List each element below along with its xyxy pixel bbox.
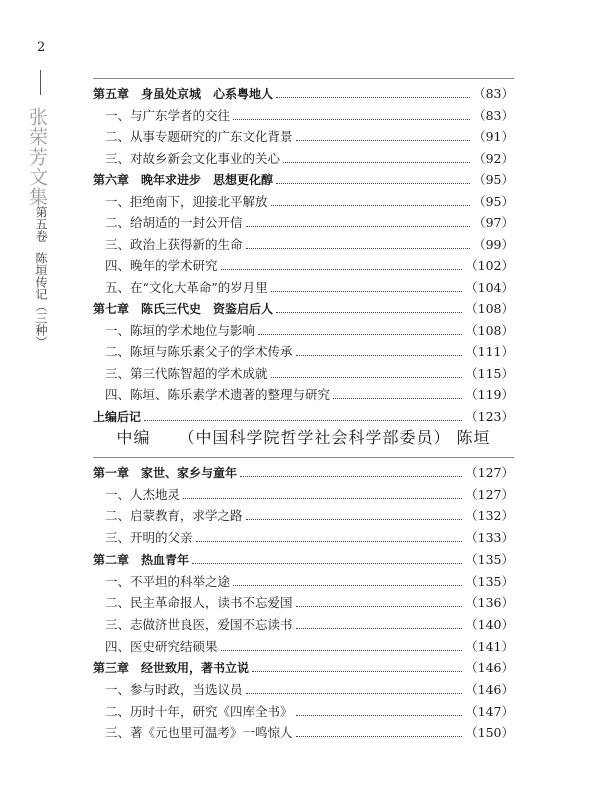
toc-leader-dots — [233, 119, 470, 120]
toc-leader-dots — [276, 97, 470, 98]
toc-entry-page: （83） — [473, 86, 514, 101]
toc-entry-page: （119） — [465, 387, 514, 402]
toc-leader-dots — [183, 498, 462, 499]
toc-leader-dots — [271, 377, 463, 378]
part-heading — [93, 425, 514, 448]
volume-label: 第五卷 — [34, 206, 48, 242]
toc-entry-section[interactable] — [93, 698, 514, 720]
toc-entry-section[interactable] — [93, 381, 514, 403]
toc-leader-dots — [296, 628, 463, 629]
toc-entry-page: （147） — [465, 703, 514, 719]
toc-entry-title: 二、历时十年，研究《四库全书》 — [105, 703, 293, 719]
toc-entry-page: （150） — [465, 725, 514, 741]
toc-entry-title: 上编后记 — [93, 409, 142, 424]
toc-entry-section[interactable] — [93, 145, 514, 167]
toc-entry-title: 一、陈垣的学术地位与影响 — [105, 322, 256, 338]
toc-leader-dots — [233, 585, 462, 586]
toc-entry-title: 五、在“文化大革命”的岁月里 — [105, 279, 268, 295]
toc-leader-dots — [246, 226, 471, 227]
toc-entry-section[interactable] — [93, 502, 514, 524]
toc-entry-chapter[interactable] — [93, 80, 514, 102]
toc-entry-title: 第六章 晚年求进步 思想更化醇 — [93, 173, 274, 187]
toc-entry-chapter[interactable] — [93, 654, 514, 676]
toc-entry-page: （111） — [465, 344, 514, 359]
toc-entry-title: 第七章 陈氏三代史 资鉴启后人 — [93, 302, 274, 316]
toc-entry-title: 一、不平坦的科举之途 — [105, 573, 231, 589]
toc-entry-section[interactable] — [93, 676, 514, 698]
toc-entry-title: 三、著《元也里可温考》一鸣惊人 — [105, 725, 293, 741]
toc-entry-title: 二、陈垣与陈乐素父子的学术传承 — [105, 344, 293, 359]
toc-entry-page: （127） — [465, 486, 514, 502]
toc-entry-title: 一、人杰地灵 — [105, 486, 181, 502]
toc-entry-section[interactable] — [93, 252, 514, 274]
toc-entry-title: 四、医史研究结硕果 — [105, 638, 218, 654]
toc-entry-title: 一、参与时政，当选议员 — [105, 682, 243, 697]
toc-entry-title: 二、民主革命报人，读书不忘爱国 — [105, 595, 293, 611]
toc-entry-section[interactable] — [93, 338, 514, 360]
toc-entry-page: （104） — [465, 279, 514, 295]
toc-entry-section[interactable] — [93, 524, 514, 546]
toc-entry-page: （115） — [465, 365, 514, 381]
toc-entry-title: 三、开明的父亲 — [105, 530, 193, 546]
toc-leader-dots — [276, 183, 470, 184]
toc-entry-page: （123） — [465, 408, 514, 424]
toc-entry-chapter[interactable] — [93, 546, 514, 568]
toc-entry-title: 三、政治上获得新的生命 — [105, 236, 243, 252]
toc-leader-dots — [296, 715, 463, 716]
top-rule — [93, 78, 514, 79]
toc-leader-dots — [283, 162, 470, 163]
toc-entry-chapter[interactable] — [93, 166, 514, 188]
toc-leader-dots — [196, 541, 463, 542]
toc-entry-page: （146） — [465, 682, 514, 697]
toc-entry-page: （135） — [465, 551, 514, 567]
toc-entry-page: （95） — [473, 193, 514, 209]
toc-entry-page: （92） — [473, 150, 514, 166]
part-title: 中编 — [116, 428, 151, 447]
toc-entry-title: 三、志做济世良医，爱国不忘读书 — [105, 616, 293, 632]
toc-entry-title: 二、给胡适的一封公开信 — [105, 215, 243, 230]
toc-entry-title: 四、陈垣、陈乐素学术遗著的整理与研究 — [105, 387, 331, 402]
toc-entry-page: （83） — [473, 107, 514, 123]
toc-entry-title: 一、与广东学者的交往 — [105, 107, 231, 123]
toc-entry-title: 一、拒绝南下，迎接北平解放 — [105, 193, 268, 209]
toc-entry-title: 第二章 热血青年 — [93, 552, 190, 567]
toc-entry-section[interactable] — [93, 274, 514, 296]
toc-leader-dots — [246, 248, 471, 249]
toc-leader-dots — [271, 205, 471, 206]
toc-entry-section[interactable] — [93, 568, 514, 590]
toc-leader-dots — [221, 269, 463, 270]
toc-entry-postscript[interactable] — [93, 403, 514, 425]
toc-leader-dots — [144, 420, 462, 421]
toc-leader-dots — [333, 398, 462, 399]
toc-entry-page: （108） — [465, 301, 514, 316]
toc-entry-section[interactable] — [93, 360, 514, 382]
toc-entry-page: （140） — [465, 616, 514, 632]
toc-entry-section[interactable] — [93, 589, 514, 611]
toc-entry-section[interactable] — [93, 611, 514, 633]
toc-leader-dots — [296, 736, 463, 737]
toc-entry-page: （102） — [465, 258, 514, 273]
toc-entry-page: （133） — [465, 530, 514, 546]
toc-entry-section[interactable] — [93, 633, 514, 655]
toc-leader-dots — [246, 519, 463, 520]
toc-leader-dots — [246, 693, 463, 694]
toc-entry-title: 三、对故乡新会文化事业的关心 — [105, 150, 281, 166]
toc-entry-page: （141） — [465, 638, 514, 654]
toc-leader-dots — [296, 140, 471, 141]
toc-entry-title: 第一章 家世、家乡与童年 — [93, 466, 238, 480]
toc-entry-title: 第五章 身虽处京城 心系粤地人 — [93, 87, 274, 101]
toc-entry-section[interactable] — [93, 123, 514, 145]
book-title: 张荣芳文集 — [26, 107, 48, 207]
toc-entry-title: 二、从事专题研究的广东文化背景 — [105, 129, 293, 144]
toc-entry-page: （135） — [465, 573, 514, 589]
toc-leader-dots — [240, 476, 462, 477]
toc-entry-page: （146） — [465, 660, 514, 676]
toc-entry-page: （132） — [465, 508, 514, 524]
toc-entry-page: （91） — [473, 129, 514, 144]
toc-entry-title: 第三章 经世致用，著书立说 — [93, 661, 250, 676]
toc-leader-dots — [276, 312, 462, 313]
middle-rule — [93, 457, 514, 458]
toc-entry-title: 四、晚年的学术研究 — [105, 258, 218, 273]
toc-leader-dots — [296, 355, 463, 356]
toc-leader-dots — [221, 650, 463, 651]
toc-entry-section[interactable] — [93, 102, 514, 124]
toc-entry-section[interactable] — [93, 317, 514, 339]
toc-entry-page: （95） — [473, 172, 514, 187]
volume-title — [33, 206, 49, 348]
toc-entry-chapter[interactable] — [93, 459, 514, 481]
toc-entry-section[interactable] — [93, 719, 514, 741]
toc-entry-section[interactable] — [93, 209, 514, 231]
toc-entry-section[interactable] — [93, 481, 514, 503]
toc-leader-dots — [192, 563, 462, 564]
toc-entry-section[interactable] — [93, 231, 514, 253]
toc-entry-title: 二、启蒙教育，求学之路 — [105, 508, 243, 524]
toc-entry-chapter[interactable] — [93, 295, 514, 317]
margin-rule — [40, 70, 41, 95]
toc-entry-section[interactable] — [93, 188, 514, 210]
toc-entry-title: 三、第三代陈智超的学术成就 — [105, 365, 268, 381]
toc-leader-dots — [296, 606, 463, 607]
toc-entry-page: （108） — [465, 322, 514, 338]
toc-entry-page: （99） — [473, 236, 514, 252]
toc-leader-dots — [258, 334, 462, 335]
page-number: 2 — [37, 40, 46, 55]
volume-subtitle: 陈垣传记（三种） — [34, 252, 48, 348]
toc-entry-page: （127） — [465, 465, 514, 480]
toc-entry-page: （97） — [473, 215, 514, 230]
toc-leader-dots — [252, 671, 462, 672]
toc-leader-dots — [271, 291, 462, 292]
toc-entry-page: （136） — [465, 595, 514, 611]
part-subtitle: （中国科学院哲学社会科学部委员） 陈垣 — [178, 428, 491, 447]
